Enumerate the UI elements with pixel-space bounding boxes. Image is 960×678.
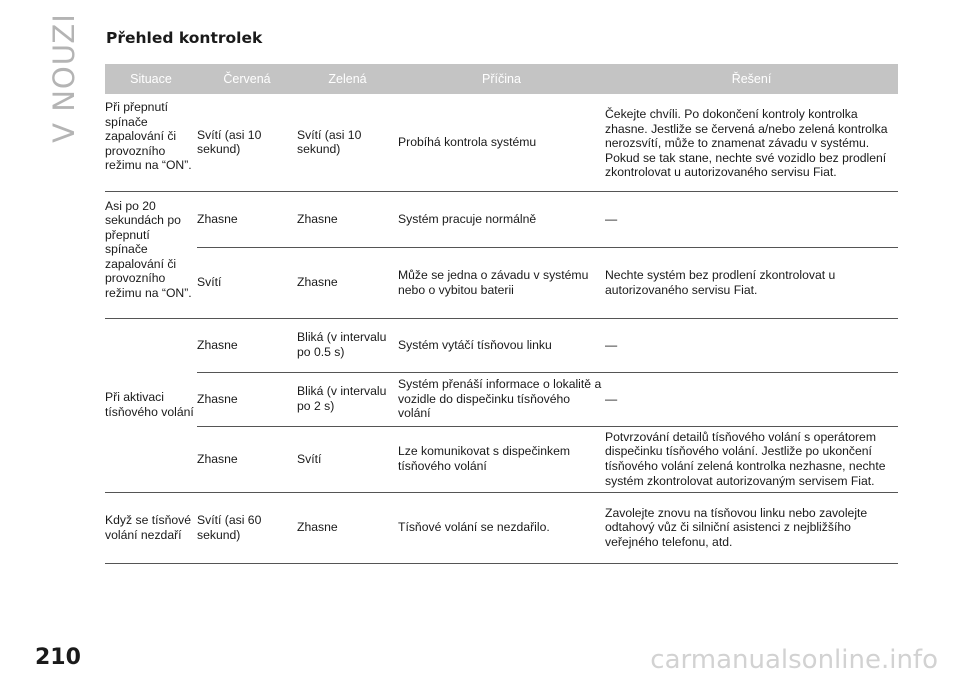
cell-zelena: Svítí (asi 10 sekund) (297, 94, 398, 191)
header-situace: Situace (105, 64, 197, 94)
cell-pricina: Může se jedna o závadu v systému nebo o vybitou baterii (398, 247, 605, 318)
cell-situace: Při aktivaci tísňového volání (105, 318, 197, 492)
cell-cervena: Svítí (asi 10 sekund) (197, 94, 297, 191)
table-row (105, 426, 898, 492)
cell-cervena: Zhasne (197, 372, 297, 426)
cell-pricina: Tísňové volání se nezdařilo. (398, 492, 605, 563)
cell-pricina: Systém vytáčí tísňovou linku (398, 318, 605, 372)
section-title: Přehled kontrolek (106, 29, 263, 47)
cell-reseni: Nechte systém bez prodlení zkontrolovat u autorizovaného servisu Fiat. (605, 247, 898, 318)
table-row (105, 372, 898, 426)
footer-watermark: carmanualsonline.info (650, 645, 938, 675)
cell-cervena: Zhasne (197, 426, 297, 492)
cell-pricina: Systém pracuje normálně (398, 191, 605, 247)
table-header-row (105, 64, 898, 94)
cell-zelena: Bliká (v intervalu po 0.5 s) (297, 318, 398, 372)
header-cervena: Červená (197, 64, 297, 94)
cell-cervena: Zhasne (197, 191, 297, 247)
table-row (105, 318, 898, 372)
cell-cervena: Svítí (asi 60 sekund) (197, 492, 297, 563)
chapter-side-title: V NOUZI (47, 13, 81, 143)
cell-pricina: Lze komunikovat s dispečinkem tísňového volání (398, 426, 605, 492)
cell-zelena: Zhasne (297, 191, 398, 247)
table-row (105, 492, 898, 563)
cell-situace: Když se tísňové volání nezdaří (105, 492, 197, 563)
cell-pricina: Probíhá kontrola systému (398, 94, 605, 191)
cell-reseni: — (605, 372, 898, 426)
cell-zelena: Zhasne (297, 247, 398, 318)
cell-situace: Asi po 20 sekundách po přepnutí spínače zapalování či provozního režimu na “ON”. (105, 191, 197, 318)
cell-pricina: Systém přenáší informace o lokalitě a vozidle do dispečinku tísňového volání (398, 372, 605, 426)
cell-reseni: — (605, 318, 898, 372)
indicator-overview-table (105, 64, 898, 564)
table-row (105, 94, 898, 191)
table-row (105, 247, 898, 318)
cell-reseni: — (605, 191, 898, 247)
header-zelena: Zelená (297, 64, 398, 94)
cell-zelena: Svítí (297, 426, 398, 492)
cell-zelena: Bliká (v intervalu po 2 s) (297, 372, 398, 426)
header-reseni: Řešení (605, 64, 898, 94)
header-pricina: Příčina (398, 64, 605, 94)
cell-situace: Při přepnutí spínače zapalování či provozního režimu na “ON”. (105, 94, 197, 191)
cell-cervena: Zhasne (197, 318, 297, 372)
cell-reseni: Čekejte chvíli. Po dokončení kontroly kontrolka zhasne. Jestliže se červená a/nebo zelená kontrolka nerozsvítí, může to znamenat závadu v systému. Pokud se tak stane, nechte své vozidlo bez prodlení zkontrolovat u autorizovaného servisu Fiat. (605, 94, 898, 191)
cell-zelena: Zhasne (297, 492, 398, 563)
table-row (105, 191, 898, 247)
cell-cervena: Svítí (197, 247, 297, 318)
cell-reseni: Zavolejte znovu na tísňovou linku nebo zavolejte odtahový vůz či silniční asistenci z nejbližšího veřejného telefonu, atd. (605, 492, 898, 563)
cell-reseni: Potvrzování detailů tísňového volání s operátorem dispečinku tísňového volání. Jestliže po ukončení tísňového volání zelená kontrolka nezhasne, nechte systém zkontrolovat autorizovaným servisem Fiat. (605, 426, 898, 492)
page-number: 210 (35, 645, 81, 670)
